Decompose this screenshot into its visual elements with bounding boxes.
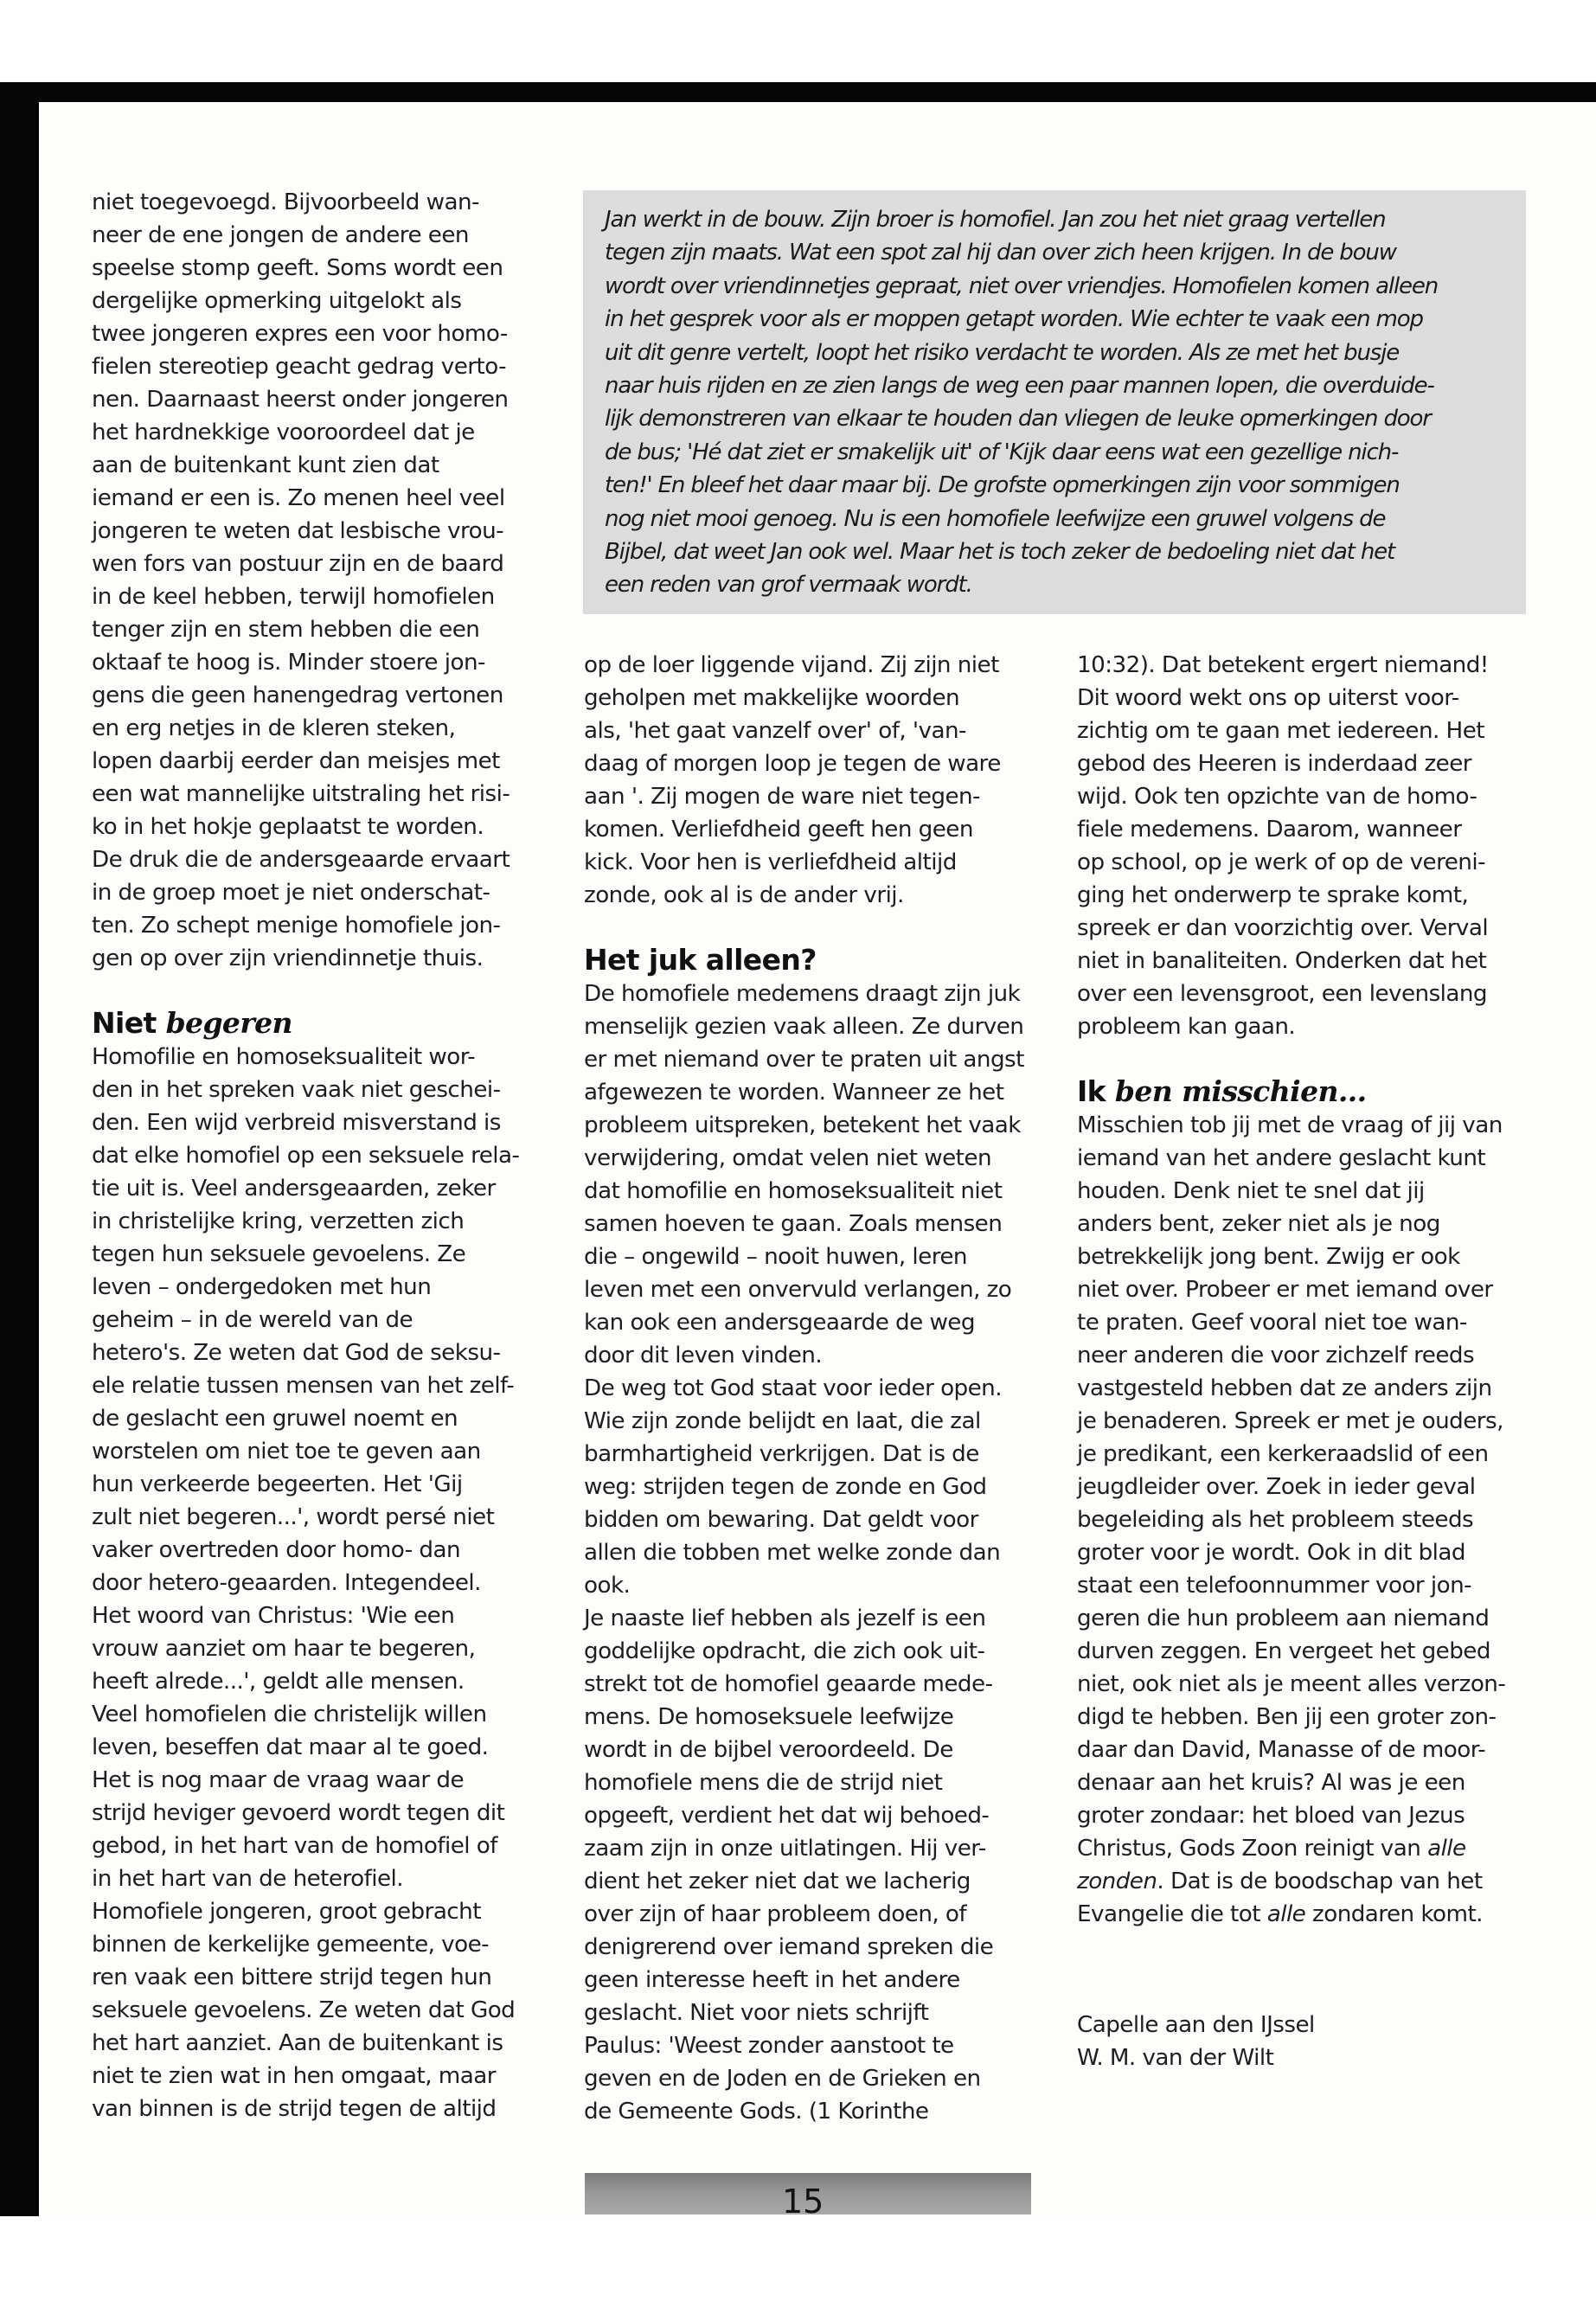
text-line: 10:32). Dat betekent ergert niemand! <box>1077 652 1489 678</box>
text-line: tie uit is. Veel andersgeaarden, zeker <box>92 1176 496 1202</box>
text-line: heeft alrede...', geldt alle mensen. <box>92 1669 465 1695</box>
text-line: niet toegevoegd. Bijvoorbeeld wan- <box>92 189 479 215</box>
text-line: durven zeggen. En vergeet het gebed <box>1077 1638 1490 1664</box>
text-line: Dit woord wekt ons op uiterst voor- <box>1077 685 1459 711</box>
text-line: probleem kan gaan. <box>1077 1014 1296 1040</box>
text-line: ren vaak een bittere strijd tegen hun <box>92 1965 492 1990</box>
text-line: en erg netjes in de kleren steken, <box>92 715 456 741</box>
text-line: je benaderen. Spreek er met je ouders, <box>1077 1408 1503 1434</box>
text-line: ook. <box>584 1573 631 1599</box>
text-line: dat homofilie en homoseksualiteit niet <box>584 1178 1003 1204</box>
text-line: geven en de Joden en de Grieken en <box>584 2066 981 2092</box>
text-line: denigrerend over iemand spreken die <box>584 1934 994 1960</box>
text-line: het hart aanziet. Aan de buitenkant is <box>92 2030 503 2056</box>
text-line: geslacht. Niet voor niets schrijft <box>584 2000 929 2026</box>
text-line: in de keel hebben, terwijl homofielen <box>92 584 495 610</box>
text-line: wijd. Ook ten opzichte van de homo- <box>1077 784 1477 810</box>
sidebar-line: nog niet mooi genoeg. Nu is een homofiele leefwijze een gruwel volgens de <box>605 505 1386 532</box>
text-line: ten. Zo schept menige homofiele jon- <box>92 913 501 939</box>
text-line: oktaaf te hoog is. Minder stoere jon- <box>92 650 485 676</box>
text-line: speelse stomp geeft. Soms wordt een <box>92 255 503 281</box>
text-line: je predikant, een kerkeraadslid of een <box>1077 1441 1489 1467</box>
text-line: wordt in de bijbel veroordeeld. De <box>584 1737 953 1763</box>
sidebar-line: ten!' En bleef het daar maar bij. De grofste opmerkingen zijn voor sommigen <box>605 472 1400 499</box>
text-line: barmhartigheid verkrijgen. Dat is de <box>584 1441 979 1467</box>
text-line: fielen stereotiep geacht gedrag verto- <box>92 354 507 380</box>
text-line: den. Een wijd verbreid misverstand is <box>92 1110 501 1136</box>
text-line: zichtig om te gaan met iedereen. Het <box>1077 718 1484 744</box>
text-line: als, 'het gaat vanzelf over' of, 'van- <box>584 718 966 744</box>
column-3-paragraph-1 <box>1077 649 1535 1043</box>
text-line: zult niet begeren...', wordt persé niet <box>92 1504 495 1530</box>
text-line: geheim – in de wereld van de <box>92 1307 413 1333</box>
text-line: Misschien tob jij met de vraag of jij van <box>1077 1112 1503 1138</box>
text-line: daar dan David, Manasse of de moor- <box>1077 1737 1486 1763</box>
text-line: Homofiele jongeren, groot gebracht <box>92 1899 481 1925</box>
text-line: staat een telefoonnummer voor jon- <box>1077 1573 1472 1599</box>
text-line: afgewezen te worden. Wanneer ze het <box>584 1080 1004 1106</box>
text-line: ko in het hokje geplaatst te worden. <box>92 814 484 840</box>
text-line: goddelijke opdracht, die zich ook uit- <box>584 1638 985 1664</box>
closing-line-3: Evangelie die tot alle zondaren komt. <box>1077 1901 1483 1927</box>
text-line: bidden om bewaring. Dat geldt voor <box>584 1507 978 1533</box>
text-line: komen. Verliefdheid geeft hen geen <box>584 817 973 843</box>
signoff-place: Capelle aan den IJssel <box>1077 2012 1315 2038</box>
text-line: lopen daarbij eerder dan meisjes met <box>92 748 500 774</box>
text-line: Het woord van Christus: 'Wie een <box>92 1603 455 1629</box>
text-line: menselijk gezien vaak alleen. Ze durven <box>584 1014 1024 1040</box>
text-line: van binnen is de strijd tegen de altijd <box>92 2096 497 2122</box>
text-line: aan '. Zij mogen de ware niet tegen- <box>584 784 980 810</box>
text-line: een wat mannelijke uitstraling het risi- <box>92 781 510 807</box>
text-line: jongeren te weten dat lesbische vrou- <box>92 518 504 544</box>
text-line: kick. Voor hen is verliefdheid altijd <box>584 849 957 875</box>
column-1-paragraph-1 <box>92 186 542 975</box>
text-line: niet, ook niet als je meent alles verzon- <box>1077 1671 1506 1697</box>
column-2-paragraph-2 <box>584 977 1042 2128</box>
text-line: neer de ene jongen de andere een <box>92 222 469 248</box>
text-line: die – ongewild – nooit huwen, leren <box>584 1244 967 1270</box>
text-line: nen. Daarnaast heerst onder jongeren <box>92 387 509 413</box>
text-line: door dit leven vinden. <box>584 1343 823 1368</box>
text-line: digd te hebben. Ben jij een groter zon- <box>1077 1704 1497 1730</box>
text-line: er met niemand over te praten uit angst <box>584 1047 1024 1073</box>
text-line: door hetero-geaarden. Integendeel. <box>92 1570 481 1596</box>
text-line: verwijdering, omdat velen niet weten <box>584 1145 991 1171</box>
text-line: zonde, ook al is de ander vrij. <box>584 882 904 908</box>
text-line: het hardnekkige vooroordeel dat je <box>92 420 475 445</box>
closing-line-1: Christus, Gods Zoon reinigt van alle <box>1077 1836 1466 1862</box>
column-2 <box>584 649 1042 2128</box>
text-line: tenger zijn en stem hebben die een <box>92 617 480 643</box>
text-line: over een levensgroot, een levenslang <box>1077 981 1488 1007</box>
text-line: niet over. Probeer er met iemand over <box>1077 1277 1493 1303</box>
author-signoff <box>1077 2009 1315 2074</box>
text-line: dient het zeker niet dat we lacherig <box>584 1868 971 1894</box>
text-line: probleem uitspreken, betekent het vaak <box>584 1112 1021 1138</box>
text-line: hetero's. Ze weten dat God de seksu- <box>92 1340 501 1366</box>
text-line: zaam zijn in onze uitlatingen. Hij ver- <box>584 1836 986 1862</box>
text-line: over zijn of haar probleem doen, of <box>584 1901 967 1927</box>
text-line: groter zondaar: het bloed van Jezus <box>1077 1803 1465 1829</box>
text-line: seksuele gevoelens. Ze weten dat God <box>92 1997 516 2023</box>
text-line: dergelijke opmerking uitgelokt als <box>92 288 462 314</box>
sidebar-line: naar huis rijden en ze zien langs de weg een paar mannen lopen, die overduide- <box>605 373 1434 400</box>
text-line: iemand er een is. Zo menen heel veel <box>92 485 505 511</box>
sidebar-line: lijk demonstreren van elkaar te houden dan vliegen de leuke opmerkingen door <box>605 406 1431 433</box>
sidebar-line: Jan werkt in de bouw. Zijn broer is homofiel. Jan zou het niet graag vertellen <box>605 207 1386 233</box>
text-line: homofiele mens die de strijd niet <box>584 1770 943 1796</box>
text-line: weg: strijden tegen de zonde en God <box>584 1474 987 1500</box>
text-line: de Gemeente Gods. (1 Korinthe <box>584 2099 929 2125</box>
text-line: De homofiele medemens draagt zijn juk <box>584 981 1021 1007</box>
text-line: leven – ondergedoken met hun <box>92 1274 432 1300</box>
text-line: denaar aan het kruis? Al was je een <box>1077 1770 1465 1796</box>
sidebar-text <box>605 203 1438 602</box>
text-line: vastgesteld hebben dat ze anders zijn <box>1077 1375 1492 1401</box>
text-line: de geslacht een gruwel noemt en <box>92 1406 458 1432</box>
sidebar-line: Bijbel, dat weet Jan ook wel. Maar het is toch zeker de bedoeling niet dat het <box>605 539 1395 566</box>
text-line: De weg tot God staat voor ieder open. <box>584 1375 1002 1401</box>
text-line: vrouw aanziet om haar te begeren, <box>92 1636 476 1662</box>
sidebar-line: tegen zijn maats. Wat een spot zal hij dan over zich heen krijgen. In de bouw <box>605 240 1396 266</box>
text-line: niet te zien wat in hen omgaat, maar <box>92 2063 496 2089</box>
text-line: leven met een onvervuld verlangen, zo <box>584 1277 1012 1303</box>
text-line: den in het spreken vaak niet geschei- <box>92 1077 501 1103</box>
text-line: hun verkeerde begeerten. Het 'Gij <box>92 1471 463 1497</box>
text-line: gens die geen hanengedrag vertonen <box>92 683 503 708</box>
text-line: op de loer liggende vijand. Zij zijn niet <box>584 652 999 678</box>
text-line: wen fors van postuur zijn en de baard <box>92 551 504 577</box>
text-line: geren die hun probleem aan niemand <box>1077 1606 1490 1631</box>
text-line: Homofilie en homoseksualiteit wor- <box>92 1044 476 1070</box>
text-line: strekt tot de homofiel geaarde mede- <box>584 1671 993 1697</box>
column-2-paragraph-1 <box>584 649 1042 912</box>
text-line: Paulus: 'Weest zonder aanstoot te <box>584 2033 954 2059</box>
scan-border-left <box>0 82 39 2216</box>
sidebar-line: in het gesprek voor als er moppen getapt worden. Wie echter te vaak een mop <box>605 306 1423 333</box>
text-line: daag of morgen loop je tegen de ware <box>584 751 1001 777</box>
text-line: gen op over zijn vriendinnetje thuis. <box>92 945 484 971</box>
text-line: in het hart van de heterofiel. <box>92 1866 404 1892</box>
text-line: Wie zijn zonde belijdt en laat, die zal <box>584 1408 981 1434</box>
text-line: strijd heviger gevoerd wordt tegen dit <box>92 1800 505 1826</box>
text-line: fiele medemens. Daarom, wanneer <box>1077 817 1462 843</box>
text-line: in christelijke kring, verzetten zich <box>92 1208 465 1234</box>
text-line: twee jongeren expres een voor homo- <box>92 321 508 347</box>
text-line: binnen de kerkelijke gemeente, voe- <box>92 1932 490 1958</box>
text-line: vaker overtreden door homo- dan <box>92 1537 460 1563</box>
column-3 <box>1077 649 1535 1931</box>
text-line: Veel homofielen die christelijk willen <box>92 1702 487 1727</box>
text-line: groter voor je wordt. Ook in dit blad <box>1077 1540 1465 1566</box>
text-line: worstelen om niet toe te geven aan <box>92 1439 481 1465</box>
text-line: begeleiding als het probleem steeds <box>1077 1507 1474 1533</box>
text-line: De druk die de andersgeaarde ervaart <box>92 847 510 873</box>
text-line: iemand van het andere geslacht kunt <box>1077 1145 1486 1171</box>
text-line: allen die tobben met welke zonde dan <box>584 1540 1001 1566</box>
page-number-bar <box>585 2173 1031 2214</box>
text-line: gebod, in het hart van de homofiel of <box>92 1833 497 1859</box>
column-1 <box>92 186 542 2125</box>
text-line: Je naaste lief hebben als jezelf is een <box>584 1606 986 1631</box>
heading-ik-ben-misschien: Ik ben misschien... <box>1077 1074 1367 1108</box>
text-line: anders bent, zeker niet als je nog <box>1077 1211 1440 1237</box>
text-line: kan ook een andersgeaarde de weg <box>584 1310 975 1336</box>
text-line: tegen hun seksuele gevoelens. Ze <box>92 1241 466 1267</box>
text-line: aan de buitenkant kunt zien dat <box>92 452 439 478</box>
heading-niet-begeren: Niet begeren <box>92 1006 292 1040</box>
text-line: betrekkelijk jong bent. Zwijg er ook <box>1077 1244 1460 1270</box>
text-line: gebod des Heeren is inderdaad zeer <box>1077 751 1472 777</box>
scan-bottom-margin <box>0 2216 1596 2301</box>
page-number: 15 <box>782 2182 824 2214</box>
text-line: in de groep moet je niet onderschat- <box>92 880 490 906</box>
text-line: te praten. Geef vooral niet toe wan- <box>1077 1310 1467 1336</box>
text-line: ele relatie tussen mensen van het zelf- <box>92 1373 515 1399</box>
scan-border-top <box>0 82 1596 104</box>
sidebar-line: een reden van grof vermaak wordt. <box>605 572 972 599</box>
text-line: houden. Denk niet te snel dat jij <box>1077 1178 1425 1204</box>
text-line: jeugdleider over. Zoek in ieder geval <box>1077 1474 1476 1500</box>
text-line: mens. De homoseksuele leefwijze <box>584 1704 954 1730</box>
sidebar-anecdote-box <box>583 190 1526 614</box>
column-3-paragraph-2 <box>1077 1109 1535 1832</box>
text-line: ging het onderwerp te sprake komt, <box>1077 882 1469 908</box>
text-line: niet in banaliteiten. Onderken dat het <box>1077 948 1487 974</box>
sidebar-line: uit dit genre vertelt, loopt het risiko verdacht te worden. Als ze met het busje <box>605 339 1400 366</box>
text-line: geholpen met makkelijke woorden <box>584 685 960 711</box>
text-line: geen interesse heeft in het andere <box>584 1967 960 1993</box>
text-line: leven, beseffen dat maar al te goed. <box>92 1734 489 1760</box>
signoff-author: W. M. van der Wilt <box>1077 2045 1274 2071</box>
sidebar-line: de bus; 'Hé dat ziet er smakelijk uit' of 'Kijk daar eens wat een gezellige nich- <box>605 439 1399 465</box>
text-line: samen hoeven te gaan. Zoals mensen <box>584 1211 1003 1237</box>
text-line: neer anderen die voor zichzelf reeds <box>1077 1343 1475 1368</box>
text-line: opgeeft, verdient het dat wij behoed- <box>584 1803 990 1829</box>
heading-het-juk-alleen: Het juk alleen? <box>584 943 817 977</box>
text-line: Het is nog maar de vraag waar de <box>92 1767 465 1793</box>
closing-line-2: zonden. Dat is de boodschap van het <box>1077 1868 1483 1894</box>
text-line: dat elke homofiel op een seksuele rela- <box>92 1143 520 1169</box>
text-line: op school, op je werk of op de vereni- <box>1077 849 1485 875</box>
sidebar-line: wordt over vriendinnetjes gepraat, niet over vriendjes. Homofielen komen alleen <box>605 272 1439 299</box>
text-line: spreek er dan voorzichtig over. Verval <box>1077 915 1489 941</box>
column-1-paragraph-2 <box>92 1041 542 2125</box>
